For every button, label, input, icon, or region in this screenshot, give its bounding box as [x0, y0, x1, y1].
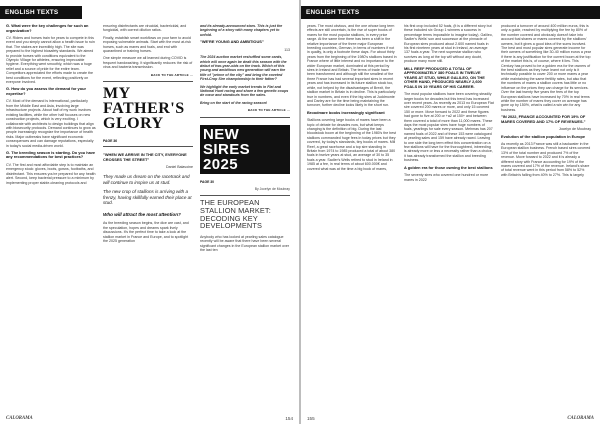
divider	[103, 81, 193, 82]
article-subheading: "IN 2022, FRANCE ACCOUNTED FOR 19% OF MARES COVERED AND 17% OF REVENUES."	[501, 114, 586, 124]
article-subheading: G. How do you assess the demand for your expertise?	[6, 86, 86, 96]
story-body: As the breeding season begins, the dice are cast, and the speculation, hopes and dreams spark lively discussions. It's the perfect time to take a look at the stallion market in France and Europe, and to spotlight the 2025 generation	[103, 221, 189, 244]
story-heading: "WE'RE YOUNG AND AMBITIOUS"	[200, 39, 264, 45]
right-col-3	[501, 24, 591, 406]
right-col-2	[404, 24, 494, 406]
article-subheading: Evolution of the stallion population in Europe	[501, 133, 586, 139]
story-subhead: Who will attract the most attention?	[103, 211, 181, 217]
back-to-article-link[interactable]: BACK TO THE ARTICLE ...	[150, 72, 193, 77]
article-paragraph: produced a turnover of around 400 million euros, this is only a guide, reached by multiplying the fee by 80% of the number covered and obviously doesn't take into account foal shares or mares covered by the stallions' owners, but it gives a good idea of the sums involved. The best and most popular sires generate income for their owners of something like 30-40 million euros a year if there is any justification for the current boom at the top of the market this is, of course, where it lies. This Century has proved to be a golden era for the owners of the best stallions as they have learnt not only is it technically possible to cover 200 or more mares a year while maintaining the same fertility rates, but also that the numbers of mares a stallion covers has little or no influence on the prices they can charge for its services. Over the last twenty five years the fees of the top European stallions have increased by 70% in real terms while the number of mares they cover on average has gone up by 150%, what is called a win win for any business.	[501, 24, 591, 112]
article-paragraph: Stallions covering large books of mares have been a topic of debate for decades now, but what keeps changing is the definition of big. During the last bloodstock boom at the beginning of the 1980's the best stallions commanded huge fees in today prices but they covered, by today's standards, tiny books of mares. Mill Reef, a great racehorse and a top sire standing in Britain from 1974 to 1985 produced a total of about 380 foals in twelve years at stud, an average of 30 to 35 foals a year. Sadler's Wells retired to stud in Ireland in 1985 at a fee, in real terms of about 600.000€ and covered what was at the time a big book of mares,	[307, 118, 396, 171]
divider	[103, 146, 193, 147]
footer-page-number	[285, 416, 293, 421]
left-col-2	[103, 24, 193, 406]
article-paragraph: CV. Most of the demand is international, particularly from the Middle East and Asia, involving large infrastructure projects. About half of my work involves existing facilities, while the other half focuses on new construction projects, which is very exciting. I collaborate with architects to design buildings that align with biosecurity protocols. Demand continues to grow as people increasingly recognize the importance of health risks. Major outbreaks have significant economic consequences and can damage reputations, especially in today's social media-driven world.	[6, 99, 96, 148]
article-subheading: Broodmare books increasingly significant	[307, 109, 385, 115]
page-ref: PAGE 30	[200, 179, 215, 184]
brand-logo: CALORAMA	[567, 416, 594, 421]
article-subheading: G. The breeding season is starting. Do you have any recommendations for best practices?	[6, 149, 96, 160]
article-paragraph: CV. Riders and horses train for years to compete in this event and you simply cannot allow a health issue to ruin that. The stakes are incredibly high. The site was prepared to the highest biosafety standards. We aimed to provide horses with conditions equivalent to the Olympic Village for athletes, ensuring impeccable hygiene. Everything went smoothly, which was a huge relief and a source of pride for the entire team. Competitors appreciated the efforts made to create the best conditions for the event, reflecting positively on everyone involved.	[6, 36, 95, 85]
article-subheading: MILL REEF PRODUCED A TOTAL OF APPROXIMATELY 380 FOALS IN TWELVE YEARS AT STUD, WHILE GALILEO, ON THE OTHER HAND, PRODUCED NEARLY 2,600 FOALS IN 19 YEARS OF HIS CAREER.	[404, 65, 485, 89]
left-col-3	[200, 24, 290, 406]
page-number: 154	[285, 416, 293, 421]
article-headline: THE EUROPEAN STALLION MARKET: DECODING KEY DEVELOPMENTS	[200, 198, 271, 231]
right-col-1	[307, 24, 397, 406]
page-number: 155	[307, 416, 315, 421]
article-paragraph: ensuring disinfectants are virucidal, bactericidal, and fungicidal, with correct dilution ratios.	[103, 24, 187, 33]
back-to-article-link[interactable]: BACK TO THE ARTICLE ...	[247, 108, 290, 113]
story-intro: They made us dream on the racetrack and will continue to inspire us at stud.	[103, 174, 190, 185]
article-paragraph: years. The most obvious, and the one whose long term effects are still uncertain, is the rise of super books of mares for the most popular stallions, in every price range. At the same time there has been a shift in the relative importance of the three major European breeding countries, German, in terms of numbers if not in quality, is only a footnote these days. For about thirty years from the beginning of the 1980's stallions based in France where of little interest and no importance to the wider European market, dominated at this period by sires in Ireland and Britain. The terms of trade have been transformed and although still the smallest of the three France has had several important sires in recent years and has increased in its future stallion stock too, while, not helped by the disadvantages of Brexit, the stallion market in Britain is in decline. This is particularly true in numbers, and even if the big sires at Juddmonte and Darley are for the time being maintaining the turnover, further decline looks likely in the short run.	[307, 24, 397, 108]
article-subheading: G. What were the key challenges for such an organization?	[6, 24, 89, 33]
left-col-1	[6, 24, 96, 406]
footer-brand	[567, 415, 594, 421]
article-subheading: A golden era for those owning the best stallions	[404, 164, 493, 170]
right-page	[301, 0, 600, 424]
section-header: ENGLISH TEXTS	[0, 6, 82, 19]
quote-author: Jocelyn de Moubray	[558, 127, 591, 132]
brand-logo: CALORAMA	[6, 416, 33, 421]
story-lead: and its already-announced stars. This is just the beginning of a story with many chapters yet to unfold.	[200, 24, 283, 37]
article-paragraph: his first crop included 52 foals, (it is a different story but these included six Group 1 winners a success in percentage terms impossible to imagine today). Galileo, Sadler's Wells' son and successor at the pinnacle of European sires produced about 2.600 named foals in his first nineteen years at stud in Ireland, an average 137 foals a year. The next superstar stallion who survives as long at the top will without any doubt, produce many more still.	[404, 24, 493, 64]
divider	[200, 195, 290, 196]
new-sires-title: NEW SIRES 2025	[200, 125, 290, 174]
article-body: Anybody who has looked at yearling sales catalogue recently will be aware that there have been several significant changes in the European stallion market over the last ten	[200, 234, 290, 252]
heading-number: 113	[284, 47, 290, 52]
divider	[200, 117, 290, 118]
story-body-it-2: We highlight the early market trends in Flat and National Hunt racing and share a few genetic coups de cœur and standouts from the sales.	[200, 84, 289, 98]
page-ref: PAGE 36	[103, 139, 118, 144]
quote-heading: "WHEN WE ARRIVE IN THE CITY, EVERYONE CROSSES THE STREET"	[103, 152, 187, 163]
article-paragraph: The seventy sires who covered one hundred or more mares in 2022	[404, 173, 489, 182]
article-paragraph: One simple measure we all learned during COVID is frequent handwashing. It significantly reduces the risk of virus and bacteria transmission.	[103, 56, 193, 70]
story-intro-2: The new crop of stallions is arriving with a frenzy, having skillfully earned their place at stud.	[103, 189, 192, 206]
footer-brand	[6, 415, 33, 421]
story-close: Bring on the start of the racing season!	[200, 100, 268, 105]
footer-page-number	[307, 416, 315, 421]
article-paragraph: CV. The first and most affordable step is to maintain an emergency stock: gloves, boots, gowns, footbaths, and disinfectant. This ensures you're prepared for any health alert. Second, keep bacterial pressure to a minimum by implementing proper stable-cleaning protocols and	[6, 162, 96, 185]
story-body-it: The 2024 auction market reshuffled some cards, which will once again be dealt this season with the debut of two-year-olds on the track. Which of this young and ambitious new generation will earn the title of "prince of the city" and bring the coveted First-Crop Sire championship to their father?	[200, 55, 287, 82]
quote-author: Daniel Balavoine	[166, 165, 193, 170]
article-paragraph: The most popular stallions have been covering steadily larger books for decades but this trend has increased over recent years. As recently as 2013 no European Flat sire covered 200 mares or more, and only 15 covered 150 or more. Move forward to 2022 and these figures had gone to five at 200 or +a2 at 150+ and between them covered a total of more than 11,000 mares. These days the most popular sires have huge numbers of foals, yearlings for sale every season. Mehmas has 207 named foals of 2022 and of these 153 were catalogued at yearling sales and 159 have already raced. Leaving to one side the long term effect this concentration on a few stallions will have for the thoroughbred, inbreeding is already more or less a necessity rather than a choice, it has already transformed the stallion and breeding business.	[404, 92, 494, 163]
article-paragraph: As recently as 2013 France was still a backwater in the European stallion business. French based sires covered 13% of the total number and produced 7% of the revenue. Move forward to 2022 and it is already a different story with France accounting for 19% of the mares covered and 17% of the revenue. Ireland's share of total revenue went in this period from 58% to 52% with Britain's falling from 40% to 27%. This is largely	[501, 142, 591, 177]
byline: By Jocelyn de Moubray	[254, 187, 290, 191]
story-title: MY FATHER'S GLORY	[103, 85, 185, 133]
section-header: ENGLISH TEXTS	[301, 6, 600, 19]
article-paragraph: Finally, establish smart workflows on your farm to avoid exposing vulnerable animals. Start with the most at-risk horses, such as mares and foals, and end with quarantined or training horses.	[103, 35, 191, 54]
left-page	[0, 0, 299, 424]
